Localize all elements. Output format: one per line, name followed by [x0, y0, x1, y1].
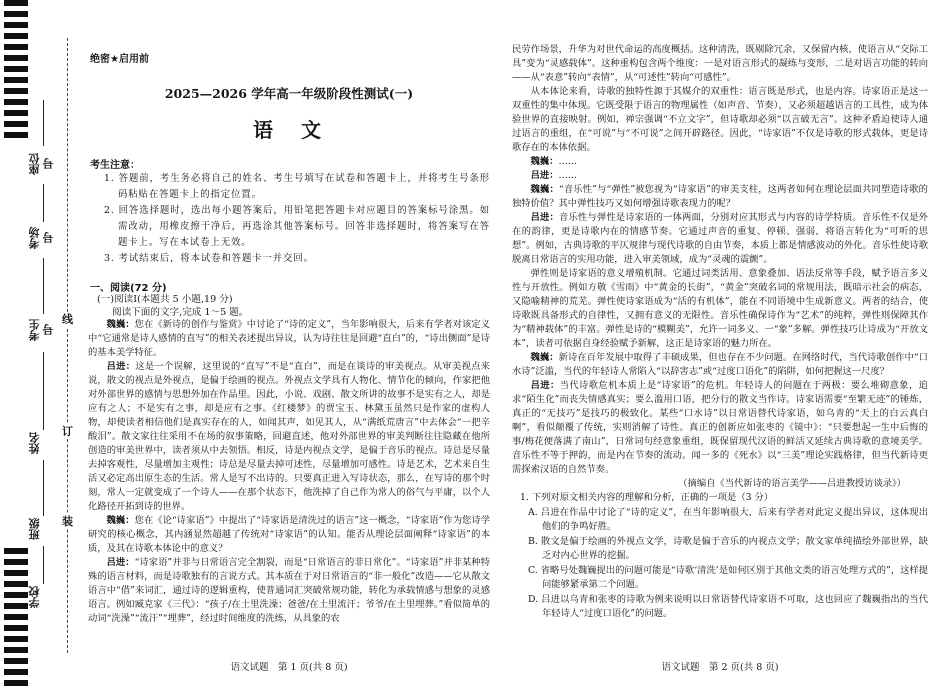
- option-a: [528, 506, 928, 535]
- paragraph-text: 从本体论来看，诗歌的独特性源于其媒介的双重性：语言既是形式，也是内容。诗家语正是这一双重性的集中体现。它既受限于语言的物理属性（如声音、节奏），又必须超越语言的工具性，成为体验世界的直接映射。例如，禅宗强调“不立文字”，但诗歌却必须“以言破无言”。这种矛盾迫使诗人通过语言的重组，在“可说”与“不可说”之间开辟路径。因此，“诗家语”不仅是诗歌的形式载体，更是诗歌存在的本体依据。: [512, 86, 928, 153]
- speaker-name: 魏巍：: [530, 184, 559, 195]
- question-1: [512, 491, 928, 622]
- speaker-name: 魏巍：: [106, 515, 135, 526]
- notice-number: 2.: [104, 205, 115, 216]
- option-label: C.: [528, 564, 538, 576]
- question-stem: 1. 下列对原文相关内容的理解和分析，正确的一项是（3 分）: [520, 492, 774, 503]
- dialogue-paragraph: [512, 379, 928, 477]
- dialogue-paragraph: [512, 267, 928, 351]
- dialogue-paragraph: [512, 183, 928, 211]
- dialogue-paragraph: [512, 43, 928, 85]
- notice-item: [104, 203, 490, 251]
- option-text: 吕进在作品中讨论了“诗的定义”，在当年影响很大，后来有学者对此定义提出异议，这体现出他们的争鸣好胜。: [540, 506, 928, 532]
- class-label: 班级: [28, 518, 41, 540]
- name-label: 姓名: [28, 432, 41, 454]
- speaker-name: 吕进：: [530, 170, 559, 181]
- option-b: [528, 535, 928, 564]
- notice-item: [104, 171, 490, 203]
- page-footer: 语文试题 第 1 页(共 8 页): [230, 662, 348, 673]
- paragraph-text: 您在《论“诗家语”》中提出了“诗家语是清洗过的语言”这一概念，“诗家语”作为您诗学研究的核心概念，其内涵显然超越了传统对“诗家语”的认知。能否从理论层面阐释“诗家语”的本质，及其在诗歌本体论中的意义？: [88, 515, 490, 554]
- notice-text: 回答选择题时，选出每小题答案后，用铅笔把答题卡对应题目的答案标号涂黑。如需改动，用橡皮擦干净后，再选涂其他答案标号。回答非选择题时，将答案写在答题卡上。写在本试卷上无效。: [118, 205, 490, 248]
- binding-stripes-bottom: [4, 548, 28, 688]
- cut-mark-bind: 订: [62, 425, 73, 438]
- notice-list: [104, 171, 490, 267]
- dialogue-paragraph: [512, 211, 928, 267]
- exam-title: 2025—2026 学年高一年级阶段性测试(一): [164, 86, 414, 101]
- paragraph-text: 音乐性与弹性是诗家语的一体两面，分别对应其形式与内容的诗学特质。音乐性不仅是外在的韵律，更是诗歌内在的情感节奏。它通过声音的重复、停顿、强弱，将语言转化为“可听的思想”。例如，古典诗歌的平仄规律与现代诗歌的自由节奏，本质上都是情感波动的外化。音乐性使诗歌脱离日常语言的实用功能，进入审美领域，成为“灵魂的震颤”。: [512, 212, 928, 265]
- exam-room-blank-line: [43, 184, 44, 222]
- binding-stripes-top: [4, 0, 28, 140]
- speaker-name: 吕进：: [106, 557, 135, 568]
- paragraph-text: 民劳作场景，升华为对世代命运的高度概括。这种清洗，既剔除冗余，又保留内核，使语言从“交际工具”变为“灵感载体”。这种重构包含两个维度：一是对语言形式的凝练与变形，二是对语言功能的转向——从“表意”转向“表情”，从“可述性”转向“可感性”。: [512, 44, 928, 83]
- school-blank-line: [43, 546, 44, 584]
- paragraph-text: 您在《新诗的创作与鉴赏》中讨论了“诗的定义”，当年影响很大，后来有学者对该定义中“它通常是诗人感情的直写”的相关表述提出异议，认为诗往往是回避“直白”的，“诗出侧面”是诗的基本美学特征。: [88, 319, 490, 358]
- reading-instruction: 阅读下面的文字,完成 1～5 题。: [112, 307, 249, 318]
- paragraph-text: ……: [558, 156, 578, 167]
- cut-mark-line: 线: [62, 313, 73, 326]
- speaker-name: 吕进：: [106, 361, 136, 372]
- excerpt-source: （摘编自《当代新诗的语言美学——吕进教授访谈录》）: [678, 478, 906, 489]
- subsection-heading: (一)阅读Ⅰ(本题共 5 小题,19 分): [97, 294, 233, 305]
- option-d: [528, 593, 928, 622]
- paragraph-text: “音乐性”与“弹性”被您视为“诗家语”的审美支柱，这两者如何在理论层面共同塑造诗歌的独特价值？其中弹性技巧又如何增强诗歌表现力的呢？: [512, 184, 928, 209]
- dialogue-paragraph: [88, 514, 490, 556]
- notice-item: [104, 251, 490, 267]
- dialogue-paragraph: [88, 360, 490, 514]
- interview-text-page1: [88, 318, 490, 654]
- seat-number-label: 座位号: [28, 153, 55, 175]
- option-c: [528, 564, 928, 593]
- section-heading: 一、阅读(72 分): [90, 283, 167, 294]
- subject-title: 语 文: [253, 118, 325, 142]
- speaker-name: 魏巍：: [106, 319, 135, 330]
- speaker-name: 魏巍：: [530, 156, 559, 167]
- speaker-name: 吕进：: [530, 380, 560, 391]
- notice-text: 答题前，考生务必将自己的姓名、考生号填写在试卷和答题卡上，并将考生号条形码粘贴在答题卡上的指定位置。: [118, 173, 490, 200]
- notice-heading: 考生注意：: [90, 160, 140, 171]
- paragraph-text: ……: [558, 170, 578, 181]
- paragraph-text: 这是一个误解，这里说的“直写”不是“直白”，而是在谈诗的审美视点。从审美视点来说，散文的视点是外视点，是偏于绘画的视点。外视点文学具有人物化、情节化的倾向，作家把他对外部世界的感情与思想外加在作品里。因此，小说、戏剧、散文所讲的故事不是实有之人，却是应有之人；不是实有之事，却是应有之事。《红楼梦》的贾宝玉、林黛玉虽然只是作家的虚构人物，却使读者相信他们是真实存在的人，如闻其声，如见其人，从“满纸荒唐言”中去体会“一把辛酸泪”。散文家往往采用不在场的叙事策略，回避直述，他对外部世界的审美判断往往隐藏在他所创造的审美世界中，读者须从中去领悟。相反，诗是内视点文学，是偏于音乐的视点。诗总是尽量去掉客观性，尽量增加主观性；诗总是尽量去掉可述性，尽量增加可感性。诗是艺术，艺术来自生活又必定高出原生态的生活。常人是写不出诗的。只要真正进入写诗状态，那么，在写诗的那个时刻，常人一定就变成了一个诗人——在那个状态下，他洗掉了自己作为常人的俗气与平庸，以个人化路径开拓到诗的世界。: [88, 361, 490, 512]
- paragraph-text: 新诗在百年发展中取得了丰硕成果，但也存在不少问题。在网络时代，当代诗歌创作中“口水诗”泛滥，当代的年轻诗人常陷入“以辞害志”或“过度口语化”的陷阱，如何把握这一尺度？: [512, 352, 928, 377]
- option-text: 散文是偏于绘画的外视点文学，诗歌是偏于音乐的内视点文学；散文家单纯描绘外部世界，缺乏对内心世界的挖掘。: [540, 535, 928, 561]
- dialogue-paragraph: [512, 155, 928, 169]
- paragraph-text: 弹性则是诗家语的意义增殖机制。它通过词类活用、意象叠加、语法反常等手段，赋予语言多义性与开放性。例如方敬《雪雨》中“黄金的长街”，“黄金”突破名词的常规用法，既暗示社会的病态，又隐喻精神的荒芜。弹性使诗家语成为“活的有机体”，能在不同语境中生成新意义。两者的结合，使诗歌既具备形式的自律性，又拥有意义的无限性。音乐性确保诗作为“艺术”的纯粹，弹性则保障其作为“精神载体”的丰富。弹性是诗的“模糊美”，允许一词多义、一“象”多解。弹性技巧让诗成为“开放文本”，读者可依据自身经验赋予新解，这正是诗家语的魅力所在。: [512, 268, 928, 349]
- dialogue-paragraph: [512, 169, 928, 183]
- dialogue-paragraph: [512, 85, 928, 155]
- confidential-mark: 绝密★启用前: [90, 54, 149, 65]
- student-number-blank-line: [43, 258, 44, 314]
- option-text: 省略号处魏巍提出的问题可能是“诗歌‘清洗’是如何区别于其他文类的语言处理方式的”，这样提问能够紧承第二个问题。: [540, 564, 928, 590]
- exam-room-label: 考场号: [28, 227, 55, 249]
- page-footer: 语文试题 第 2 页(共 8 页): [661, 662, 779, 673]
- dialogue-paragraph: [512, 351, 928, 379]
- interview-text-page2: [512, 43, 928, 657]
- paragraph-text: 当代诗歌危机本质上是“诗家语”的危机。年轻诗人的问题在于两极：要么堆砌意象，追求“陌生化”而丧失情感真实；要么滥用口语，把分行的散文当作诗。诗家语需要“至繁无迹”的锤炼，真正的“无技巧”是技巧的极致化。某些“口水诗”以日常语替代诗家语，如乌青的“天上的白云真白啊”，看似颠覆了传统，实则消解了诗性。真正的创新应如张枣的《镜中》：“只要想起一生中后悔的事/梅花便落满了南山”，日常词句经意象重组，既保留现代汉语的鲜活又延续古典诗歌的意境美学。音乐性不等于押韵，而是内在节奏的流动。闻一多的《死水》以“三美”理论实践格律，但当代新诗更需探索汉语的自然节奏。: [512, 380, 928, 475]
- option-label: A.: [528, 506, 538, 518]
- speaker-name: 吕进：: [530, 212, 559, 223]
- cut-dashed-line: [67, 38, 68, 653]
- speaker-name: 魏巍：: [530, 352, 559, 363]
- seat-blank-line: [43, 100, 44, 146]
- dialogue-paragraph: [88, 556, 490, 626]
- class-blank-line: [43, 460, 44, 516]
- dialogue-paragraph: [88, 318, 490, 360]
- option-label: D.: [528, 593, 539, 605]
- option-text: 吕进以乌青和张枣的诗歌为例来说明以日常语替代诗家语不可取，这也回应了魏巍指出的当代年轻诗人“过度口语化”的问题。: [541, 593, 928, 619]
- option-label: B.: [528, 535, 538, 547]
- student-number-label: 考生号: [28, 319, 55, 341]
- name-blank-line: [43, 352, 44, 430]
- notice-text: 考试结束后，将本试卷和答题卡一并交回。: [118, 253, 314, 264]
- notice-number: 3.: [104, 253, 115, 264]
- notice-number: 1.: [104, 173, 115, 184]
- cut-mark-staple: 装: [62, 515, 73, 528]
- school-label: 学校: [28, 586, 41, 608]
- paragraph-text: “诗家语”并非与日常语言完全割裂，而是“日常语言的非日常化”。“诗家语”并非某种特殊的语言材料，而是诗歌独有的言说方式。其本质在于对日常语言的“非一般化”改造——它从散文语言中“借”来词汇，通过诗的逻辑重构，使普通词汇突破常规功能，转化为承载情感与想象的灵感语言。例如臧克家《三代》：“孩子/在土里洗澡；爸爸/在土里流汗；爷爷/在土里埋葬。”看似简单的动词“洗澡”“流汗”“埋葬”，经过时间维度的洗练，从具象的农: [88, 557, 490, 624]
